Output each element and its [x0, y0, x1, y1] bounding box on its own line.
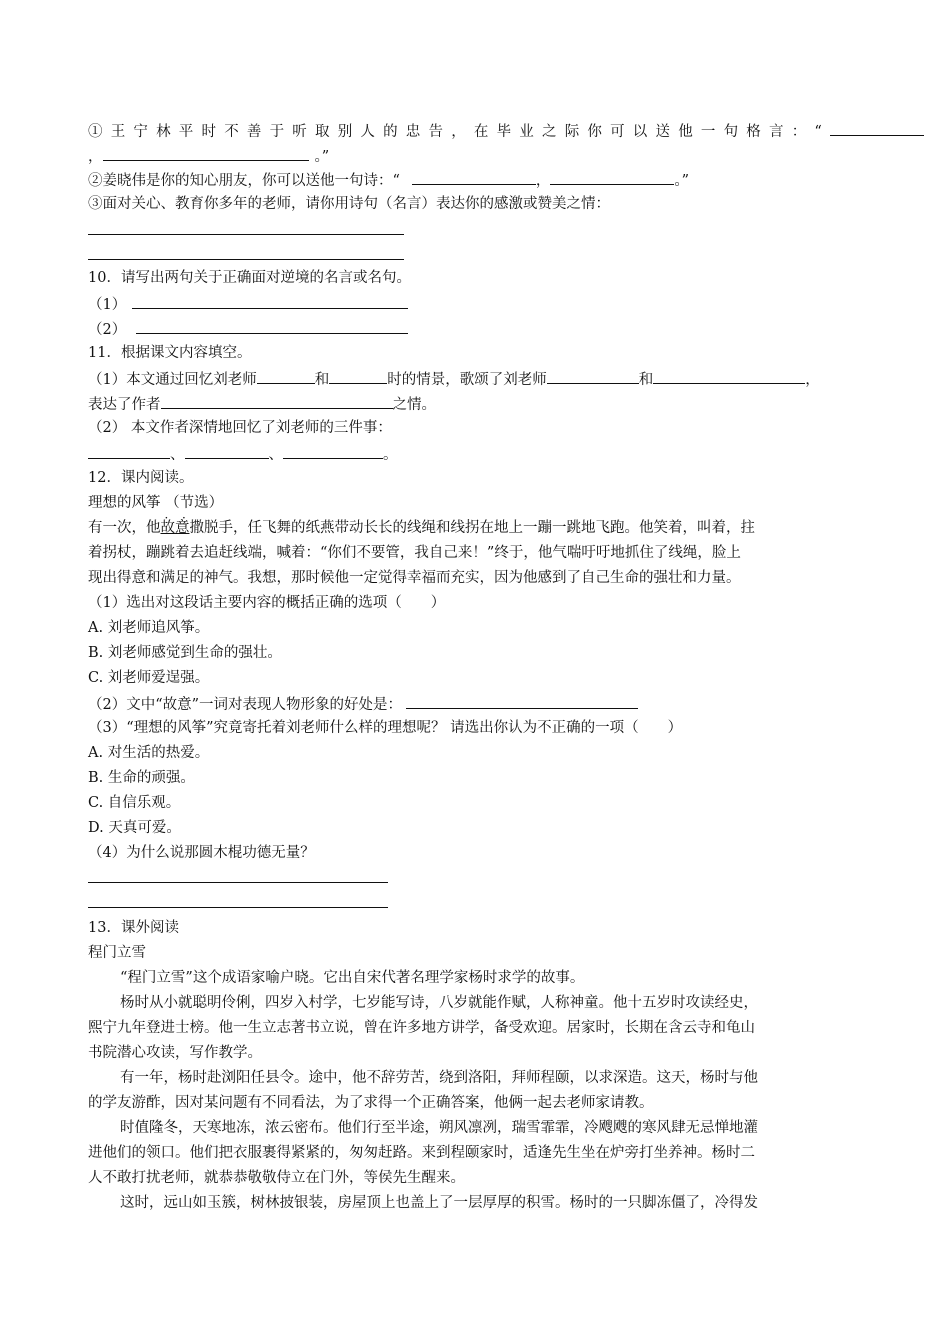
q13-title: 13．课外阅读 [88, 920, 179, 936]
q13-line-5: 有一年，杨时赴浏阳任县令。途中，他不辞劳苦，绕到洛阳，拜师程颐，以求深造。这天，杨时与他 [120, 1070, 758, 1086]
q10-label-1: （1） [88, 297, 127, 313]
q12-title: 12．课内阅读。 [88, 470, 194, 486]
q12-sub2-blank[interactable] [406, 693, 638, 709]
q12-para-line-1 [88, 518, 755, 540]
q11-p1-text-a: （1）本文通过回忆刘老师 [88, 372, 257, 388]
q11-blank-3[interactable] [547, 368, 639, 384]
q9-item2-end: 。” [674, 173, 690, 189]
q10-title: 10．请写出两句关于正确面对逆境的名言或名句。 [88, 270, 411, 286]
q9-item1-end: 。” [314, 149, 330, 165]
q10-blank-1[interactable] [132, 293, 408, 309]
q12-sub3-option-c[interactable]: C. 自信乐观。 [88, 795, 181, 811]
q13-line-9: 人不敢打扰老师，就恭恭敬敬侍立在门外，等侯先生醒来。 [88, 1170, 465, 1186]
q12-para-line-3: 现出得意和满足的神气。我想，那时候他一定觉得幸福而充实，因为他感到了自己生命的强壮和力量。 [88, 570, 741, 586]
q13-line-7: 时值隆冬，天寒地冻，浓云密布。他们行至半途，朔风凛冽，瑞雪霏霏，冷飕飕的寒风肆无忌惮地灌 [120, 1120, 758, 1136]
q11-part1-line [88, 368, 820, 390]
q12-sub1-option-a[interactable]: A. 刘老师追风筝。 [88, 620, 210, 636]
q12-sub1-option-b[interactable]: B. 刘老师感觉到生命的强壮。 [88, 645, 282, 661]
q12-sub1: （1）选出对这段话主要内容的概括正确的选项（ ） [88, 595, 446, 611]
q11-p2-end: 。 [383, 447, 398, 463]
q11-blank-1[interactable] [257, 368, 315, 384]
q9-item2-text: ②姜晓伟是你的知心朋友，你可以送他一句诗：“ [88, 173, 400, 189]
q13-line-10: 这时，远山如玉簇，树林披银装，房屋顶上也盖上了一层厚厚的积雪。杨时的一只脚冻僵了，冷得发 [120, 1195, 758, 1211]
q10-answer-1 [88, 293, 408, 315]
q11-blank-2[interactable] [329, 368, 387, 384]
q12-sub2-text: （2）文中“故意”一词对表现人物形象的好处是： [88, 697, 403, 713]
q11-blank-5[interactable] [161, 393, 393, 409]
q12-passage-title: 理想的风筝 （节选） [88, 495, 224, 511]
q12-sub2-line [88, 693, 638, 715]
q11-event-blank-3[interactable] [283, 443, 383, 459]
q11-part2-blanks [88, 443, 398, 465]
q13-line-1: “程门立雪”这个成语家喻户晓。它出自宋代著名理学家杨时求学的故事。 [120, 970, 585, 986]
q13-line-3: 熙宁九年登进士榜。他一生立志著书立说，曾在许多地方讲学，备受欢迎。居家时，长期在含云寺和龟山 [88, 1020, 755, 1036]
q9-item2-comma: ， [535, 173, 551, 189]
q9-item1-blank-b[interactable] [103, 145, 309, 161]
q12-answer-line-2[interactable] [88, 907, 388, 908]
q9-item1-blank-a[interactable] [830, 120, 924, 136]
q11-part1-line2 [88, 393, 436, 415]
q11-part2-line: （2） 本文作者深情地回忆了刘老师的三件事： [88, 420, 392, 436]
q11-p1-text-g: 之情。 [392, 397, 436, 413]
q9-item1-line [88, 120, 924, 142]
q9-answer-line-2[interactable] [88, 259, 404, 260]
q12-para-start: 有一次，他 [88, 520, 161, 536]
q9-item3-text: ③面对关心、教育你多年的老师，请你用诗句（名言）表达你的感激或赞美之情： [88, 196, 610, 212]
q9-item1-line2 [88, 145, 329, 167]
q9-comma: ， [88, 149, 103, 165]
q11-p1-and-2: 和 [638, 372, 654, 388]
q9-item2-blank-b[interactable] [550, 169, 674, 185]
q10-answer-2 [88, 318, 408, 340]
q12-sub3-option-d[interactable]: D. 天真可爱。 [88, 820, 181, 836]
q10-blank-2[interactable] [136, 318, 408, 334]
q11-p1-comma: ， [805, 372, 820, 388]
q12-key-word: 故意 · · [161, 520, 190, 536]
q11-p1-text-f: 表达了作者 [88, 397, 161, 413]
q12-sub3: （3）“理想的风筝”究竟寄托着刘老师什么样的理想呢？ 请选出你认为不正确的一项（ ） [88, 720, 683, 736]
q12-sub1-option-c[interactable]: C. 刘老师爱逞强。 [88, 670, 210, 686]
q12-answer-line-1[interactable] [88, 882, 388, 883]
q11-blank-4[interactable] [653, 368, 805, 384]
q13-line-8: 进他们的领口。他们把衣服裹得紧紧的，匆匆赶路。来到程颐家时，适逢先生坐在炉旁打坐养神。杨时二 [88, 1145, 755, 1161]
q12-sub3-option-b[interactable]: B. 生命的顽强。 [88, 770, 195, 786]
q9-item3-line [88, 194, 610, 216]
q12-para-rest: 撒脱手，任飞舞的纸燕带动长长的线绳和线拐在地上一蹦一跳地飞跑。他笑着，叫着，拄 [189, 520, 755, 536]
q12-para-line-2: 着拐杖，蹦跳着去追赶线端，喊着：“你们不要管，我自己来！”终于，他气喘吁吁地抓住了线绳，脸上 [88, 545, 741, 561]
q11-sep-1: 、 [170, 447, 185, 463]
q9-item2-blank-a[interactable] [412, 169, 536, 185]
q9-item1-text: ①王宁林平时不善于听取别人的忠告，在毕业之际你可以送他一句格言：“ [88, 124, 831, 140]
q9-answer-line-1[interactable] [88, 234, 404, 235]
q10-label-2: （2） [88, 322, 127, 338]
q13-line-2: 杨时从小就聪明伶俐，四岁入村学，七岁能写诗，八岁就能作赋，人称神童。他十五岁时攻读经史， [120, 995, 758, 1011]
q12-sub4: （4）为什么说那圆木棍功德无量？ [88, 845, 315, 861]
q13-passage-title: 程门立雪 [88, 945, 146, 961]
q12-sub3-option-a[interactable]: A. 对生活的热爱。 [88, 745, 210, 761]
q9-item2-line [88, 169, 689, 191]
q11-p1-and-1: 和 [314, 372, 330, 388]
q11-event-blank-1[interactable] [88, 443, 170, 459]
q13-line-4: 书院潜心攻读，写作教学。 [88, 1045, 262, 1061]
q13-line-6: 的学友游酢，因对某问题有不同看法，为了求得一个正确答案，他俩一起去老师家请教。 [88, 1095, 654, 1111]
q11-sep-2: 、 [268, 447, 283, 463]
q11-event-blank-2[interactable] [185, 443, 269, 459]
q11-p1-text-c: 时的情景，歌颂了刘老师 [387, 372, 547, 388]
q11-title: 11．根据课文内容填空。 [88, 345, 252, 361]
